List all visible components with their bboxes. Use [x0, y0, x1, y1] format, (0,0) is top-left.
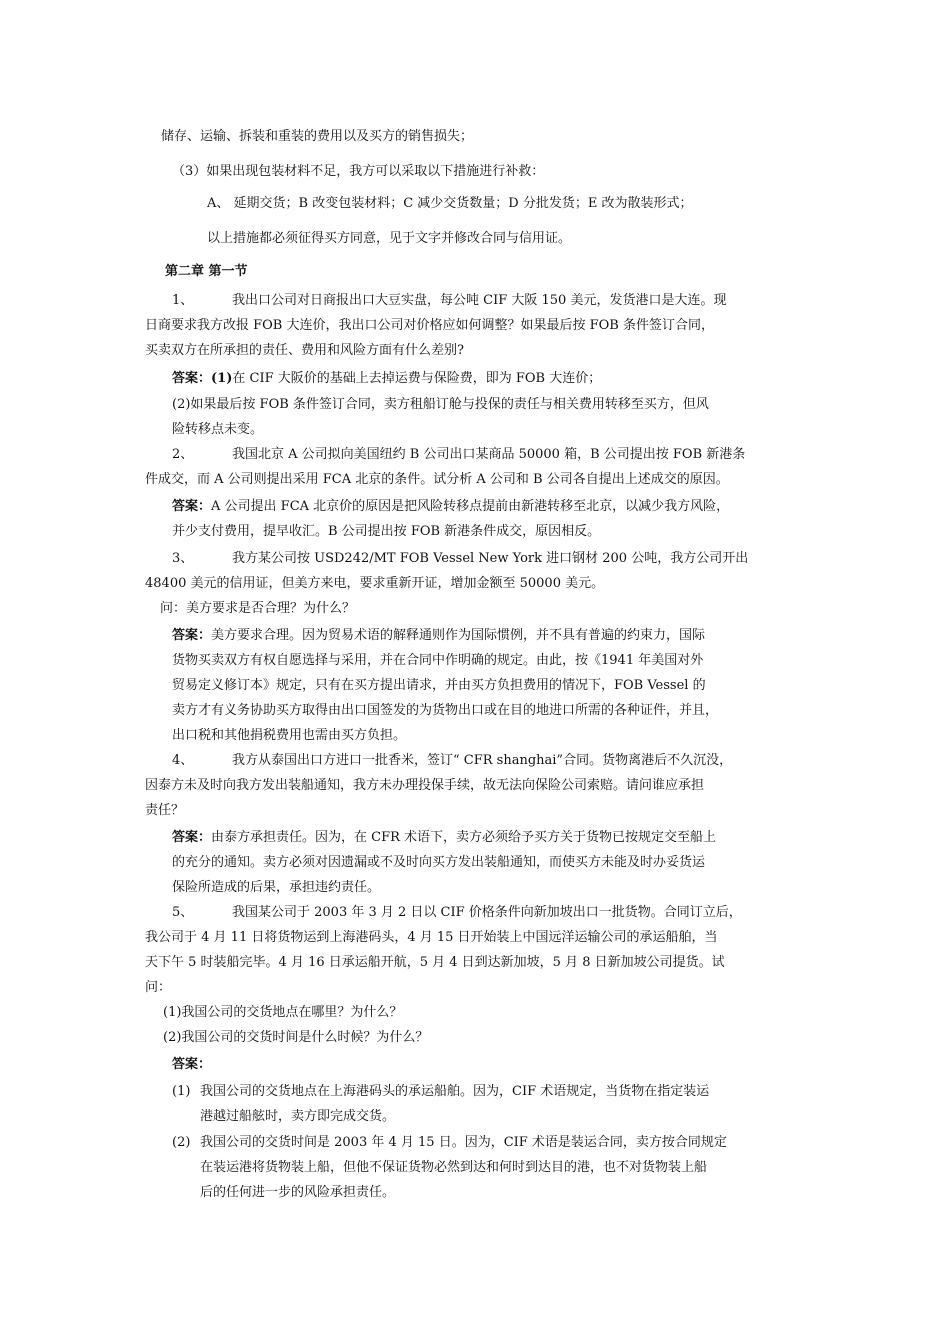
question-3-line-3: 问：美方要求是否合理？为什么？: [160, 601, 356, 616]
answer-1-line-3: 险转移点未变。: [172, 422, 264, 437]
answer-1-line-1: [172, 370, 601, 388]
answer-5-label: 答案：: [172, 1057, 212, 1072]
answer-4-line-2: 的充分的通知。卖方必须对因遗漏或不及时向买方发出装船通知，而使买方未能及时办妥货运: [172, 855, 706, 870]
question-text: 我方某公司按 USD242/MT FOB Vessel New York 进口钢材 200 公吨，我方公司开出: [232, 551, 749, 566]
question-2-line-2: 件成交，而 A 公司则提出采用 FCA 北京的条件。试分析 A 公司和 B 公司各自提出上述成交的原因。: [145, 472, 729, 487]
answer-text: 由泰方承担责任。因为，在 CFR 术语下，卖方必须给予买方关于货物已按规定交至船上: [211, 830, 717, 845]
answer-text: 我国公司的交货时间是 2003 年 4 月 15 日。因为，CIF 术语是装运合同，卖方按合同规定: [200, 1135, 727, 1150]
question-3-line-1: [172, 550, 748, 568]
question-1-line-2: 日商要求我方改报 FOB 大连价，我出口公司对价格应如何调整？如果最后按 FOB 条件签订合同，: [145, 318, 714, 333]
question-number: 3、: [172, 551, 194, 566]
answer-3-line-2: 货物买卖双方有权自愿选择与采用，并在合同中作明确的规定。由此，按《1941 年美国对外: [172, 653, 704, 668]
question-5-line-3: 天下午 5 时装船完毕。4 月 16 日承运船开航，5 月 4 日到达新加坡，5 月 8 日新加坡公司提货。试: [145, 955, 725, 970]
answer-label: 答案：: [172, 371, 212, 386]
question-5-line-2: 我公司于 4 月 11 日将货物运到上海港码头，4 月 15 日开始装上中国远洋运输公司的承运船舶，当: [145, 930, 718, 945]
question-1-line-3: 买卖双方在所承担的责任、费用和风险方面有什么差别?: [145, 343, 464, 358]
question-text: 我出口公司对日商报出口大豆实盘，每公吨 CIF 大阪 150 美元，发货港口是大连。现: [232, 293, 727, 308]
question-text: 我国某公司于 2003 年 3 月 2 日以 CIF 价格条件向新加坡出口一批货物。合同订立后，: [232, 905, 742, 920]
intro-line-4: 以上措施都必须征得买方同意，见于文字并修改合同与信用证。: [207, 231, 572, 246]
question-3-line-2: 48400 美元的信用证，但美方来电，要求重新开证，增加金额至 50000 美元。: [145, 576, 605, 591]
answer-3-line-3: 贸易定义修订本》规定，只有在买方提出请求，并由买方负担费用的情况下，FOB Vessel 的: [172, 678, 706, 693]
question-5-line-1: [172, 904, 742, 922]
answer-3-line-5: 出口税和其他捐税费用也需由买方负担。: [172, 728, 407, 743]
question-4-line-1: [172, 752, 732, 770]
question-1-line-1: [172, 292, 726, 310]
answer-text: A 公司提出 FCA 北京价的原因是把风险转移点提前由新港转移至北京，以减少我方风险，: [211, 499, 730, 514]
answer-label: 答案：: [172, 830, 212, 845]
answer-4-line-3: 保险所造成的后果，承担违约责任。: [172, 880, 381, 895]
list-number: (2): [172, 1135, 191, 1150]
intro-line-2: （3）如果出现包装材料不足，我方可以采取以下措施进行补救：: [172, 164, 545, 179]
answer-label: 答案：: [172, 499, 212, 514]
question-number: 1、: [172, 293, 194, 308]
answer-3-line-4: 卖方才有义务协助买方取得由出口国签发的为货物出口或在目的地进口所需的各种证件，并且，: [172, 703, 719, 718]
answer-marker: (1): [211, 371, 233, 386]
answer-text: 美方要求合理。因为贸易术语的解释通则作为国际惯例，并不具有普遍的约束力，国际: [211, 628, 706, 643]
answer-4-line-1: [172, 829, 716, 847]
question-5-line-4: 问：: [145, 980, 172, 995]
question-4-line-3: 责任？: [145, 803, 185, 818]
answer-2-line-1: [172, 498, 729, 516]
answer-5-item-2-line-2: 在装运港将货物装上船，但他不保证货物必然到达和何时到达目的港，也不对货物装上船: [200, 1160, 708, 1175]
intro-line-3: A、 延期交货；B 改变包装材料；C 减少交货数量；D 分批发货；E 改为散装形式；: [207, 196, 693, 211]
answer-1-line-2: (2)如果最后按 FOB 条件签订合同，卖方租船订舱与投保的责任与相关费用转移至买方，但风: [172, 397, 709, 412]
question-number: 4、: [172, 753, 194, 768]
answer-3-line-1: [172, 627, 705, 645]
question-text: 我方从泰国出口方进口一批香米，签订“ CFR shanghai”合同。货物离港后不久沉没，: [232, 753, 733, 768]
question-5-sub-2: (2)我国公司的交货时间是什么时候？为什么？: [163, 1030, 429, 1045]
list-number: (1): [172, 1084, 191, 1099]
question-2-line-1: [172, 446, 745, 464]
question-5-sub-1: (1)我国公司的交货地点在哪里？为什么？: [163, 1005, 403, 1020]
question-4-line-2: 因泰方未及时向我方发出装船通知，我方未办理投保手续，故无法向保险公司索赔。请问谁应承担: [145, 778, 705, 793]
section-heading: 第二章 第一节: [165, 264, 248, 279]
answer-5-item-1-line-2: 港越过船舷时，卖方即完成交货。: [200, 1109, 396, 1124]
intro-line-1: 储存、运输、拆装和重装的费用以及买方的销售损失；: [161, 129, 474, 144]
question-number: 5、: [172, 905, 194, 920]
answer-2-line-2: 并少支付费用，提早收汇。B 公司提出按 FOB 新港条件成交，原因相反。: [172, 524, 601, 539]
answer-text: 我国公司的交货地点在上海港码头的承运船舶。因为，CIF 术语规定，当货物在指定装运: [200, 1084, 710, 1099]
answer-text: 在 CIF 大阪价的基础上去掉运费与保险费，即为 FOB 大连价；: [232, 371, 602, 386]
answer-5-item-2-line-3: 后的任何进一步的风险承担责任。: [200, 1185, 396, 1200]
answer-label: 答案：: [172, 628, 212, 643]
question-text: 我国北京 A 公司拟向美国纽约 B 公司出口某商品 50000 箱，B 公司提出按 FOB 新港条: [232, 447, 746, 462]
answer-5-item-2-line-1: [172, 1134, 727, 1152]
question-number: 2、: [172, 447, 194, 462]
answer-5-item-1-line-1: [172, 1083, 709, 1101]
